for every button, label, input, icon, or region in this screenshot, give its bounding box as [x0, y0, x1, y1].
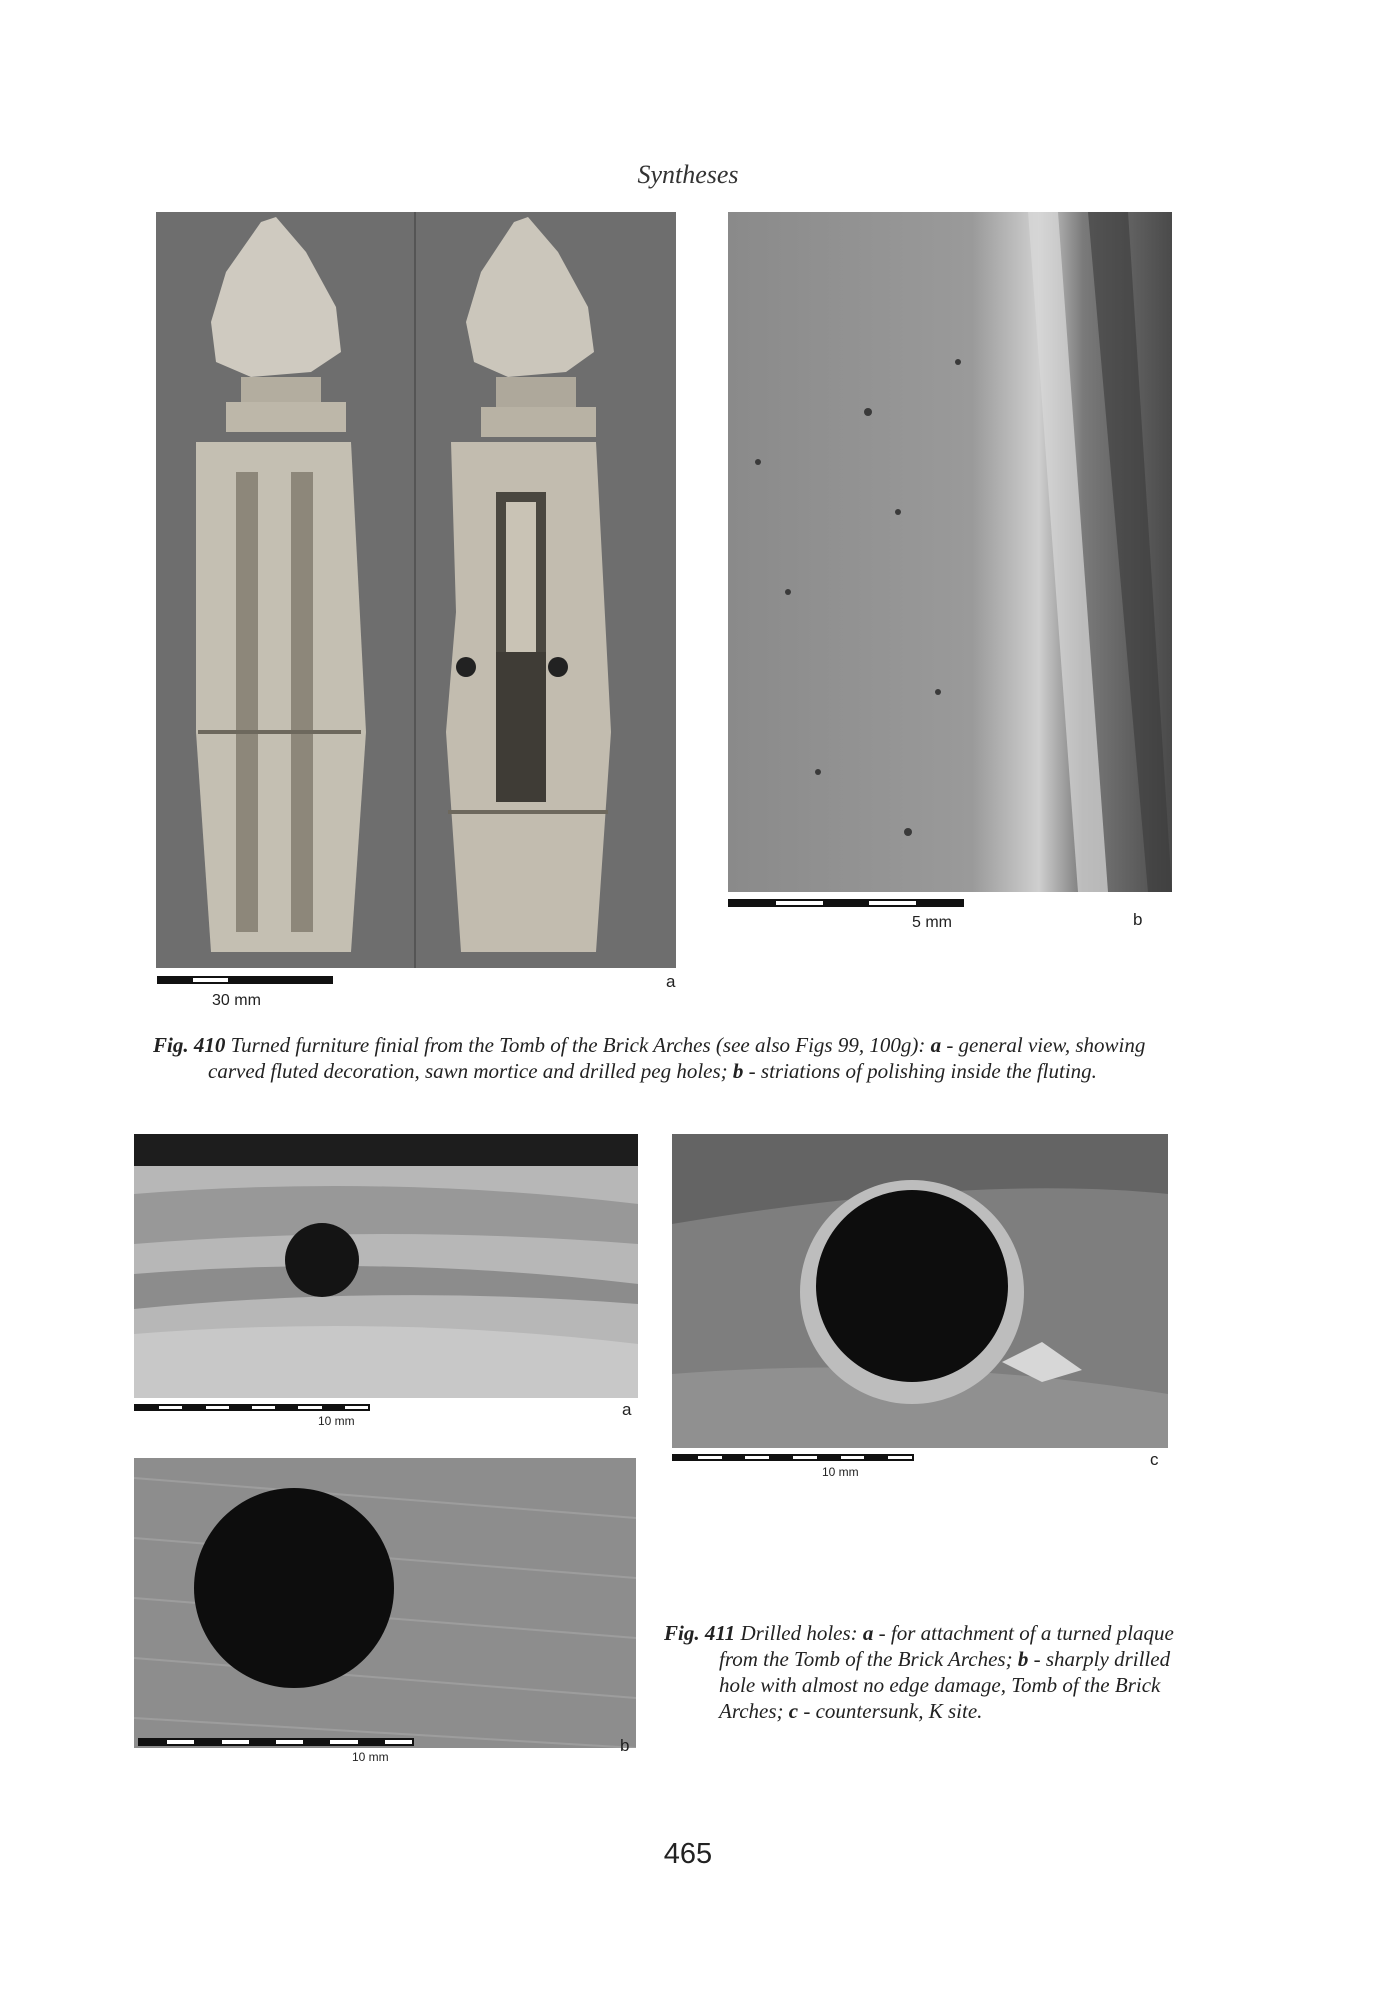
fig410-a-letter: a [666, 972, 676, 991]
fig411-caption-letter-c: c [788, 1699, 799, 1723]
fig411-caption-letter-b: b [1017, 1647, 1029, 1671]
fig411-caption [664, 1620, 1174, 1724]
fig411-caption-label: Fig. 411 [664, 1621, 736, 1645]
fig410-b-letter: b [1133, 910, 1143, 929]
fig411-b-scale-label: 10 mm [352, 1750, 389, 1764]
fig410-b-scale-bar [728, 899, 964, 907]
page-number: 465 [663, 1838, 713, 1870]
fig411-c-scale-bar [672, 1454, 914, 1461]
fig410-caption-text-2: - general view, showing carved fluted decoration, sawn mortice and drilled peg holes; [208, 1033, 1146, 1083]
fig411-b-scale-bar [138, 1738, 414, 1746]
fig411-caption-text-3: - sharply drilled hole with almost no edge damage, Tomb of the Brick Arches; [719, 1647, 1171, 1723]
fig410-caption [153, 1032, 1153, 1084]
fig410-a-scale-label: 30 mm [212, 992, 261, 1009]
fig411-caption-text-2: - for attachment of a turned plaque from the Tomb of the Brick Arches; [719, 1621, 1174, 1671]
fig411-caption-text-4: - countersunk, K site. [798, 1699, 983, 1723]
fig411-a-scale-label: 10 mm [318, 1414, 355, 1428]
fig410-photo-a [156, 212, 676, 968]
fig410-caption-text-3: - striations of polishing inside the fluting. [743, 1059, 1097, 1083]
fig411-a-scale-bar [134, 1404, 370, 1411]
fig411-photo-b [134, 1458, 636, 1748]
fig410-caption-text-1: Turned furniture finial from the Tomb of the Brick Arches (see also Figs 99, 100g): [225, 1033, 931, 1057]
fig411-b-letter: b [620, 1736, 630, 1755]
fig410-b-scale-label: 5 mm [912, 914, 952, 931]
fig411-a-letter: a [622, 1400, 632, 1419]
fig410-caption-letter-a: a [930, 1033, 942, 1057]
running-head: Syntheses [637, 160, 739, 189]
fig410-caption-letter-b: b [732, 1059, 744, 1083]
fig410-a-scale-bar [157, 976, 333, 984]
fig410-photo-b [728, 212, 1172, 892]
fig411-photo-a [134, 1134, 638, 1398]
fig411-caption-letter-a: a [862, 1621, 874, 1645]
fig411-caption-text-1: Drilled holes: [735, 1621, 863, 1645]
fig411-photo-c [672, 1134, 1168, 1448]
fig411-c-letter: c [1150, 1450, 1159, 1469]
fig411-c-scale-label: 10 mm [822, 1465, 859, 1479]
fig410-caption-label: Fig. 410 [153, 1033, 226, 1057]
